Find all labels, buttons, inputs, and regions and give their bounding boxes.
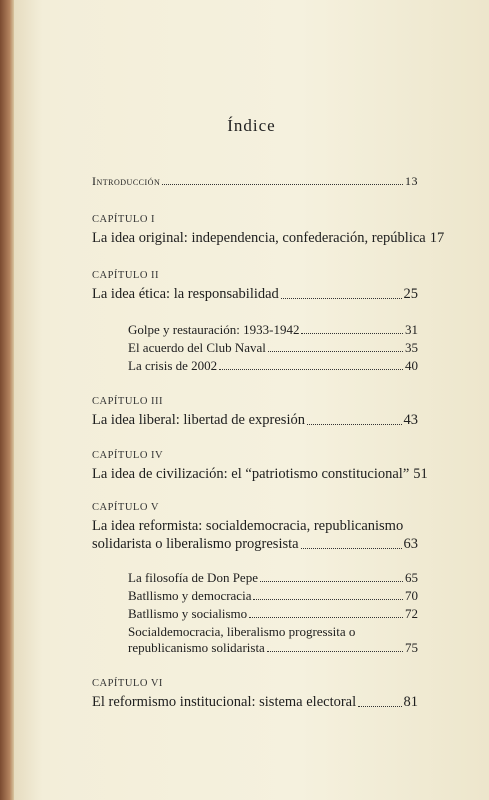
toc-section (128, 340, 418, 356)
toc-entry-intro (92, 174, 418, 189)
chapter-label: CAPÍTULO III (92, 396, 164, 407)
toc-section (128, 358, 418, 374)
toc-section-label: El acuerdo del Club Naval (128, 340, 266, 355)
toc-entry-label: La idea de civilización: el “patriotismo constitucional” (92, 466, 410, 482)
toc-section-label: La crisis de 2002 (128, 358, 218, 373)
toc-page-number: 17 (429, 230, 445, 246)
toc-section (128, 322, 418, 338)
dot-leader (281, 298, 402, 299)
toc-section-label: Golpe y restauración: 1933-1942 (128, 322, 300, 337)
chapter-label: CAPÍTULO II (92, 270, 160, 281)
toc-page-number: 25 (403, 286, 418, 302)
dot-leader (260, 581, 403, 582)
book-page (14, 0, 489, 800)
toc-entry-chapter-4 (92, 466, 428, 483)
chapter-label: CAPÍTULO VI (92, 678, 163, 689)
toc-section (128, 588, 418, 604)
dot-leader (219, 369, 403, 370)
toc-entry-chapter-3 (92, 412, 418, 429)
toc-page-number: 43 (403, 412, 418, 428)
toc-page-number: 35 (405, 340, 418, 355)
toc-entry-label: Introducción (92, 174, 161, 188)
book-spine-edge (0, 0, 14, 800)
chapter-label: CAPÍTULO V (92, 502, 159, 513)
toc-section (128, 606, 418, 622)
toc-section-label: La filosofía de Don Pepe (128, 570, 258, 585)
toc-entry-chapter-2 (92, 286, 418, 303)
toc-entry-label: solidarista o liberalismo progresista (92, 536, 299, 552)
page-title: Índice (227, 116, 276, 135)
toc-section-label: Batllismo y socialismo (128, 606, 248, 621)
toc-section-label: republicanismo solidarista (128, 640, 265, 655)
toc-section-label-line1: Socialdemocracia, liberalismo progressita o (128, 624, 356, 639)
toc-page-number: 65 (405, 570, 418, 585)
dot-leader (268, 351, 403, 352)
chapter-label: CAPÍTULO I (92, 214, 156, 225)
toc-entry-label-line1: La idea reformista: socialdemocracia, republicanismo (92, 518, 404, 534)
dot-leader (162, 184, 403, 185)
toc-page-number: 81 (403, 694, 418, 710)
toc-page-number: 70 (405, 588, 418, 603)
dot-leader (267, 651, 403, 652)
toc-page-number: 13 (405, 174, 418, 188)
dot-leader (301, 548, 402, 549)
toc-section (128, 640, 418, 656)
toc-entry-label: La idea ética: la responsabilidad (92, 286, 279, 302)
toc-page-number: 40 (405, 358, 418, 373)
toc-section (128, 570, 418, 586)
dot-leader (301, 333, 403, 334)
toc-page-number: 75 (405, 640, 418, 655)
dot-leader (307, 424, 402, 425)
toc-page-number: 51 (413, 466, 428, 482)
toc-entry-label: La idea original: independencia, confederación, república (92, 230, 426, 246)
dot-leader (249, 617, 403, 618)
chapter-label: CAPÍTULO IV (92, 450, 164, 461)
toc-entry-chapter-1 (92, 230, 445, 247)
toc-page-number: 72 (405, 606, 418, 621)
toc-entry-chapter-5 (92, 536, 418, 553)
toc-entry-chapter-6 (92, 694, 418, 711)
toc-section-label: Batllismo y democracia (128, 588, 252, 603)
dot-leader (358, 706, 401, 707)
toc-entry-label: El reformismo institucional: sistema electoral (92, 694, 357, 710)
dot-leader (253, 599, 403, 600)
toc-entry-label: La idea liberal: libertad de expresión (92, 412, 305, 428)
toc-page-number: 63 (403, 536, 418, 552)
toc-page-number: 31 (405, 322, 418, 337)
